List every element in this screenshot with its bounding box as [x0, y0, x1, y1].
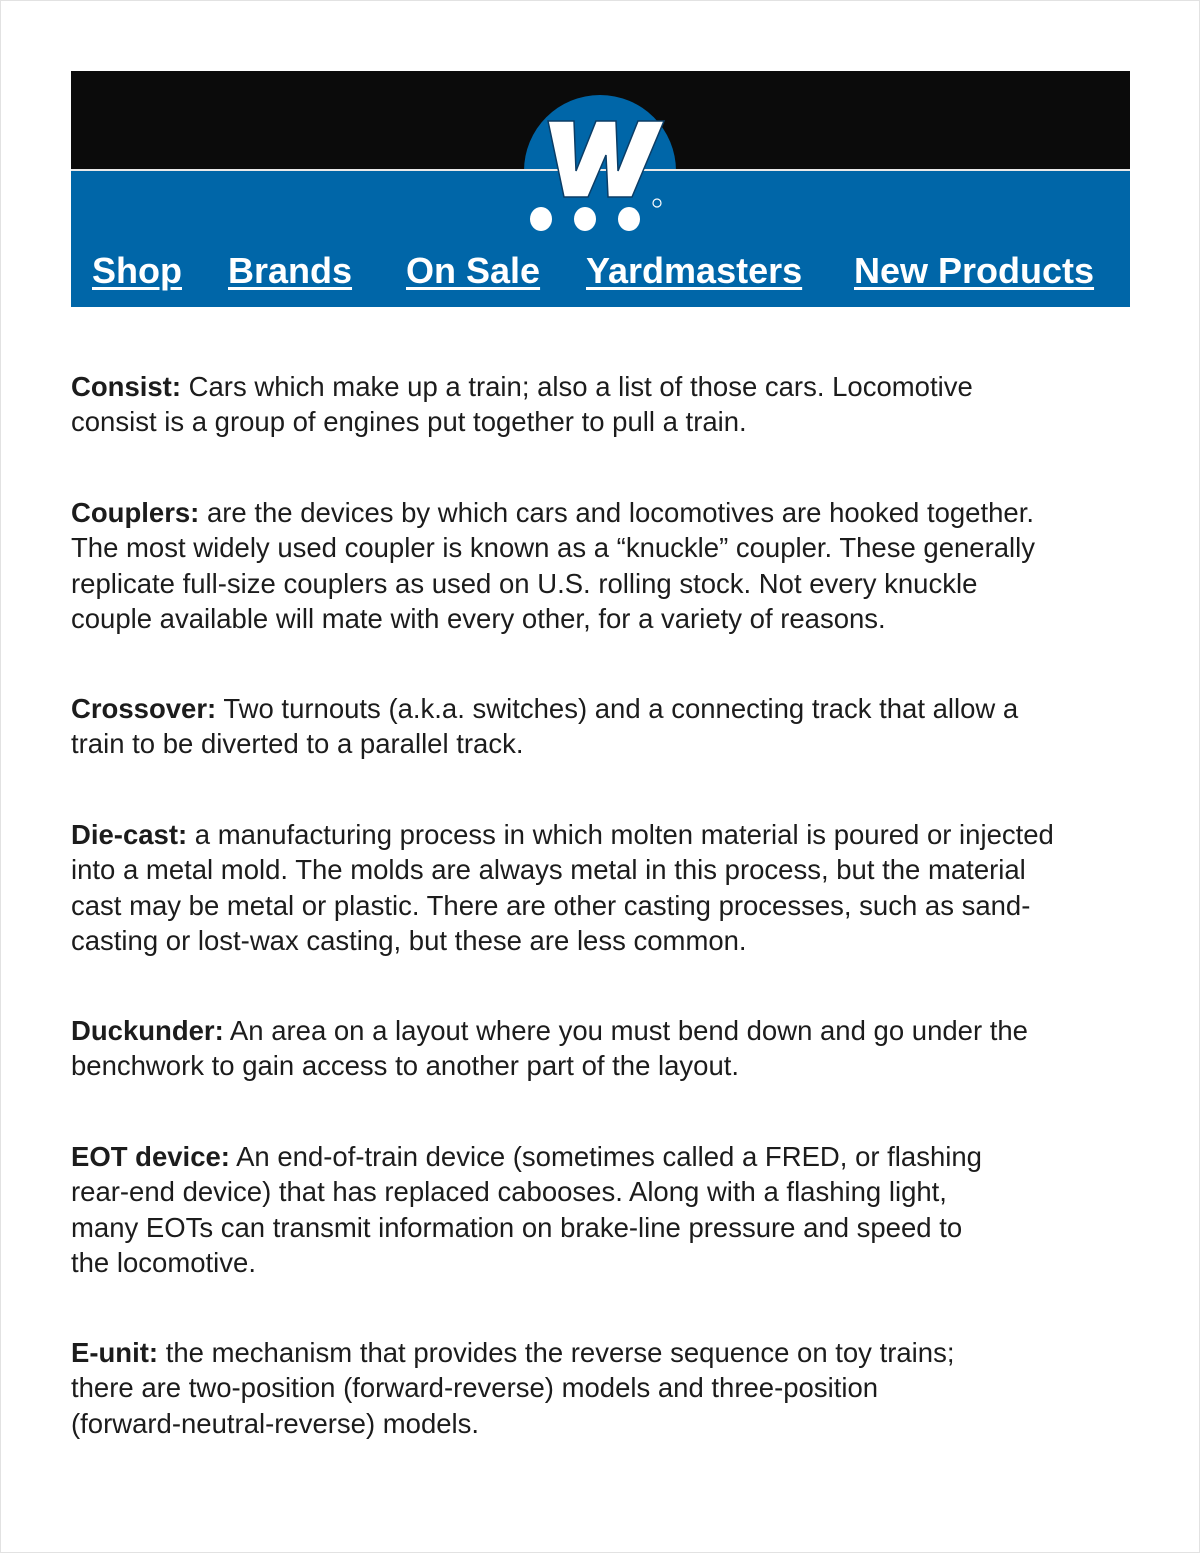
glossary-term: E-unit:: [71, 1337, 159, 1368]
glossary-term: Duckunder:: [71, 1015, 224, 1046]
glossary-text: An end-of-train device (sometimes called a FRED, or flashing: [236, 1141, 982, 1172]
glossary-line: [71, 817, 1130, 852]
glossary-line: rear-end device) that has replaced cabooses. Along with a flashing light,: [71, 1176, 947, 1208]
glossary-entry-e-unit: [71, 1335, 1130, 1441]
glossary-line: the locomotive.: [71, 1246, 256, 1278]
glossary-line: [71, 1013, 1130, 1048]
glossary-entry-couplers: [71, 495, 1130, 636]
glossary-line: cast may be metal or plastic. There are other casting processes, such as sand-: [71, 889, 1031, 921]
glossary-term: Couplers:: [71, 497, 200, 528]
main-nav: [71, 249, 1130, 293]
nav-link-on-sale[interactable]: On Sale: [406, 250, 541, 291]
glossary-line: replicate full-size couplers as used on U.S. rolling stock. Not every knuckle: [71, 567, 978, 599]
nav-link-brands[interactable]: Brands: [228, 250, 353, 291]
site-header: [71, 71, 1130, 307]
glossary-text: a manufacturing process in which molten material is poured or injected: [194, 819, 1054, 850]
glossary-line: [71, 1335, 1130, 1370]
glossary-entry-die-cast: [71, 817, 1130, 958]
glossary-line: consist is a group of engines put together to pull a train.: [71, 406, 747, 438]
w-wheels-logo-icon[interactable]: [518, 93, 682, 243]
nav-link-new-products[interactable]: New Products: [854, 250, 1095, 291]
glossary-entry-consist: [71, 369, 1130, 440]
glossary-line: many EOTs can transmit information on brake-line pressure and speed to: [71, 1211, 963, 1243]
glossary-line: The most widely used coupler is known as a “knuckle” coupler. These generally: [71, 532, 1036, 564]
glossary-line: train to be diverted to a parallel track.: [71, 728, 524, 760]
glossary-text: Two turnouts (a.k.a. switches) and a connecting track that allow a: [223, 693, 1019, 724]
glossary-term: EOT device:: [71, 1141, 230, 1172]
glossary-line: there are two-position (forward-reverse) models and three-position: [71, 1372, 879, 1404]
glossary-term: Die-cast:: [71, 819, 188, 850]
glossary-term: Consist:: [71, 371, 181, 402]
glossary-line: [71, 691, 1130, 726]
glossary-line: [71, 369, 1130, 404]
glossary-text: are the devices by which cars and locomotives are hooked together.: [206, 497, 1034, 528]
glossary-line: casting or lost-wax casting, but these are less common.: [71, 924, 747, 956]
glossary-text: the mechanism that provides the reverse sequence on toy trains;: [165, 1337, 955, 1368]
glossary-line: benchwork to gain access to another part of the layout.: [71, 1050, 740, 1082]
glossary-term: Crossover:: [71, 693, 217, 724]
glossary-line: (forward-neutral-reverse) models.: [71, 1407, 480, 1439]
glossary-line: couple available will mate with every other, for a variety of reasons.: [71, 602, 886, 634]
glossary-entry-crossover: [71, 691, 1130, 762]
glossary-entry-duckunder: [71, 1013, 1130, 1084]
glossary-line: into a metal mold. The molds are always metal in this process, but the material: [71, 854, 1026, 886]
glossary-entry-eot-device: [71, 1139, 1130, 1280]
nav-link-yardmasters[interactable]: Yardmasters: [586, 250, 803, 291]
glossary-text: An area on a layout where you must bend down and go under the: [229, 1015, 1028, 1046]
glossary-line: [71, 1139, 1130, 1174]
glossary-line: [71, 495, 1130, 530]
glossary-text: Cars which make up a train; also a list of those cars. Locomotive: [188, 371, 973, 402]
nav-link-shop[interactable]: Shop: [92, 250, 182, 291]
